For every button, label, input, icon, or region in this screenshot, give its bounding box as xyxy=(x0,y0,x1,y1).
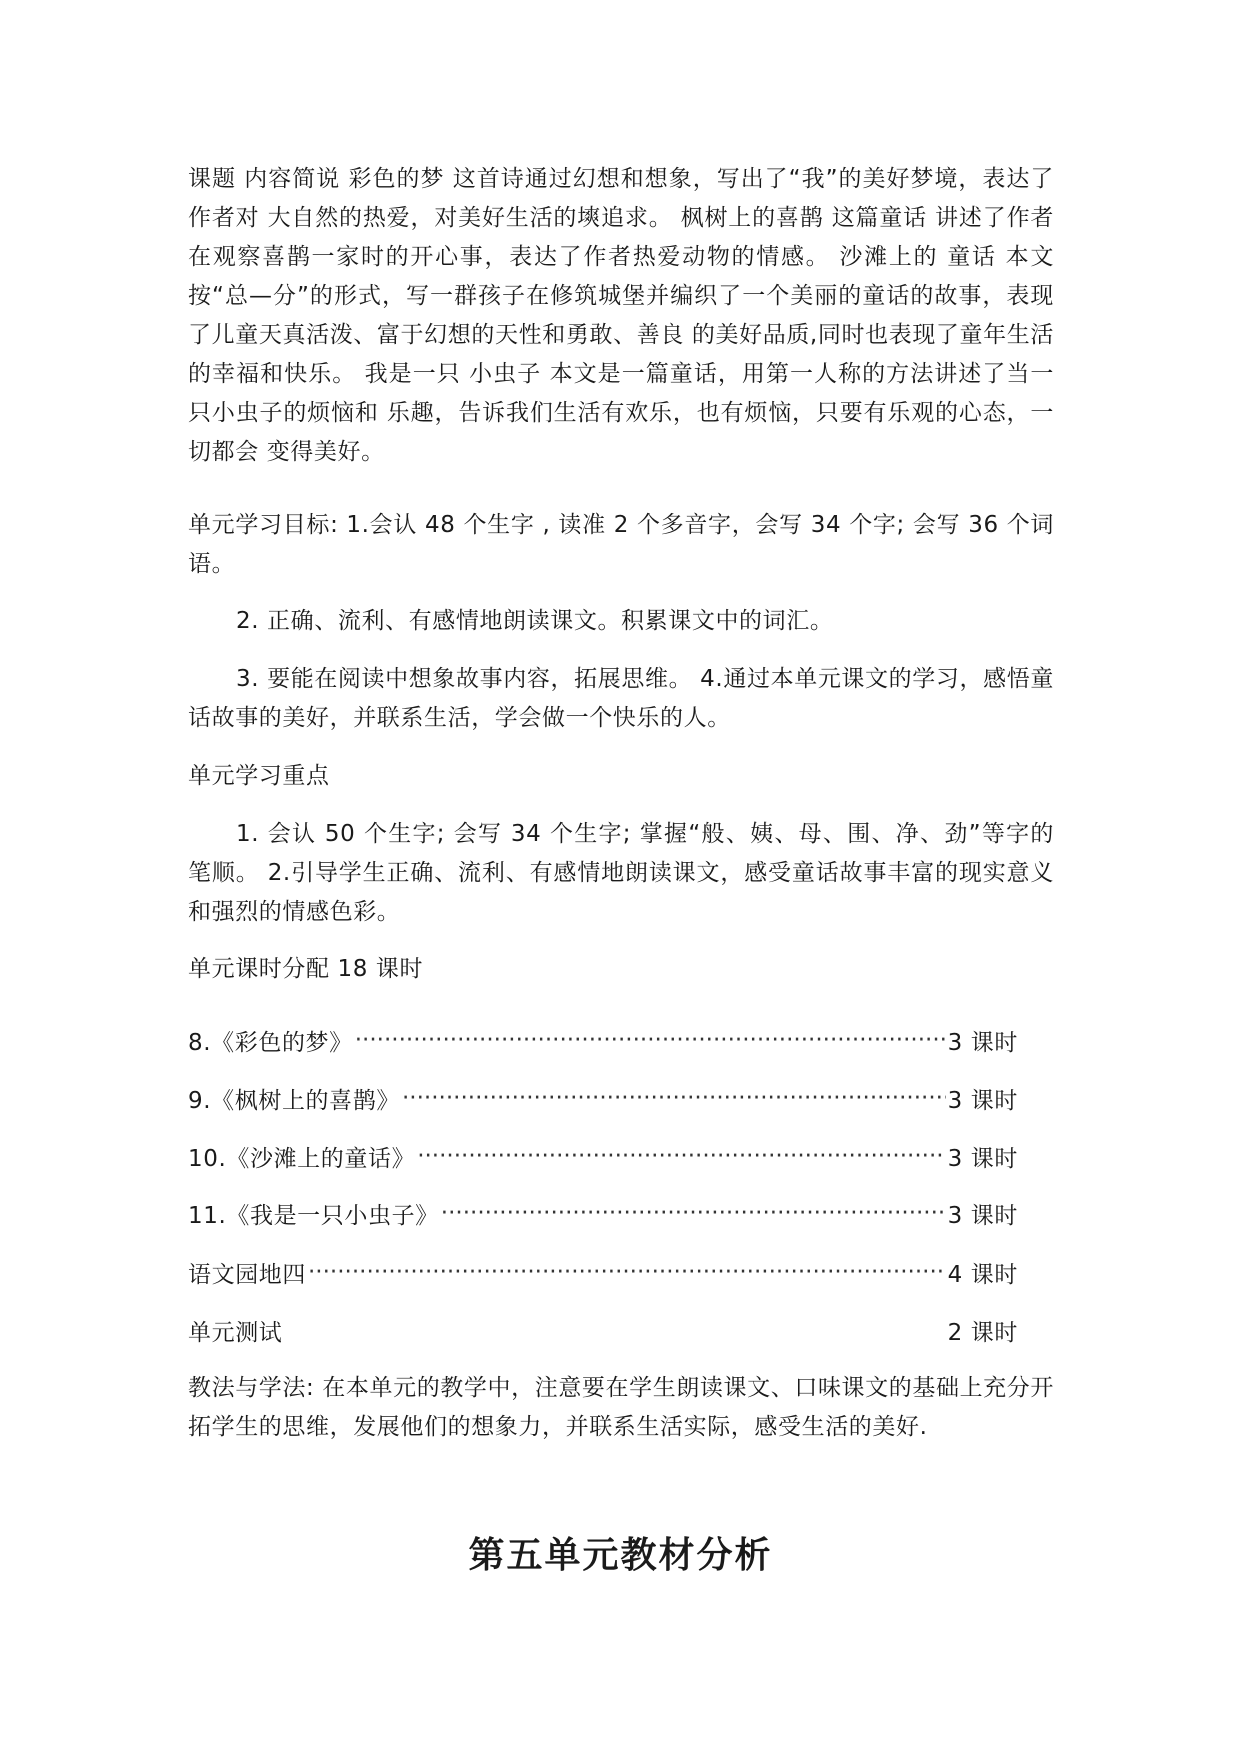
lesson-hours: 2 课时 xyxy=(947,1319,1018,1346)
lesson-row xyxy=(188,1256,1018,1288)
lesson-hours: 3 课时 xyxy=(947,1145,1018,1172)
lesson-hours: 3 课时 xyxy=(947,1202,1018,1229)
goals-line-2: 2. 正确、流利、有感情地朗读课文。积累课文中的词汇。 xyxy=(236,608,834,634)
lesson-title: 9.《枫树上的喜鹊》 xyxy=(188,1087,400,1114)
dot-leader xyxy=(417,1143,945,1169)
section-title: 第五单元教材分析 xyxy=(468,1535,773,1576)
lesson-title: 8.《彩色的梦》 xyxy=(188,1029,353,1056)
lesson-row xyxy=(188,1082,1018,1114)
lesson-title: 11.《我是一只小虫子》 xyxy=(188,1202,439,1229)
lesson-hours: 4 课时 xyxy=(947,1261,1018,1288)
dot-leader xyxy=(402,1085,946,1111)
dot-leader xyxy=(355,1027,946,1053)
lesson-row xyxy=(188,1314,1018,1346)
focus-heading: 单元学习重点 xyxy=(188,763,330,789)
lesson-row xyxy=(188,1197,1018,1229)
dot-leader xyxy=(441,1200,946,1226)
lesson-hours: 3 课时 xyxy=(947,1087,1018,1114)
goals-line-1: 单元学习目标: 1.会认 48 个生字 , 读准 2 个多音字，会写 34 个字; 会写 36 个词语。 xyxy=(188,512,1054,577)
methods-paragraph: 教法与学法: 在本单元的教学中，注意要在学生朗读课文、口味课文的基础上充分开拓学生的思维，发展他们的想象力，并联系生活实际，感受生活的美好. xyxy=(188,1375,1054,1440)
intro-paragraph: 课题 内容简说 彩色的梦 这首诗通过幻想和想象，写出了“我”的美好梦境，表达了作者对 大自然的热爱，对美好生活的塽追求。 枫树上的喜鹊 这篇童话 讲述了作者在观察喜鹊一家时的开心事，表达了作者热爱动物的情感。 沙滩上的 童话 本文按“总—分”的形式，写一群孩子在修筑城堡并编织了一个美丽的童话的故事，表现了儿童天真活泼、富于幻想的天性和勇敢、善良 的美好品质,同时也表现了童年生活的幸福和快乐。 我是一只 小虫子 本文是一篇童话，用第一人称的方法讲述了当一只小虫子的烦恼和 乐趣，告诉我们生活有欢乐，也有烦恼，只要有乐观的心态，一切都会 变得美好。 xyxy=(188,166,1054,465)
lesson-hours: 3 课时 xyxy=(947,1029,1018,1056)
lesson-row xyxy=(188,1024,1018,1056)
focus-paragraph: 1. 会认 50 个生字; 会写 34 个生字; 掌握“般、姨、母、围、净、劲”等字的笔顺。 2.引导学生正确、流利、有感情地朗读课文，感受童话故事丰富的现实意义和强烈的情感色彩。 xyxy=(188,821,1054,925)
schedule-heading: 单元课时分配 18 课时 xyxy=(188,956,424,982)
goals-line-3: 3. 要能在阅读中想象故事内容，拓展思维。 4.通过本单元课文的学习，感悟童话故事的美好，并联系生活，学会做一个快乐的人。 xyxy=(188,666,1054,731)
lesson-row xyxy=(188,1140,1018,1172)
lesson-title: 10.《沙滩上的童话》 xyxy=(188,1145,416,1172)
dot-leader xyxy=(308,1259,946,1285)
lesson-title: 单元测试 xyxy=(188,1319,283,1346)
lesson-title: 语文园地四 xyxy=(188,1261,306,1288)
